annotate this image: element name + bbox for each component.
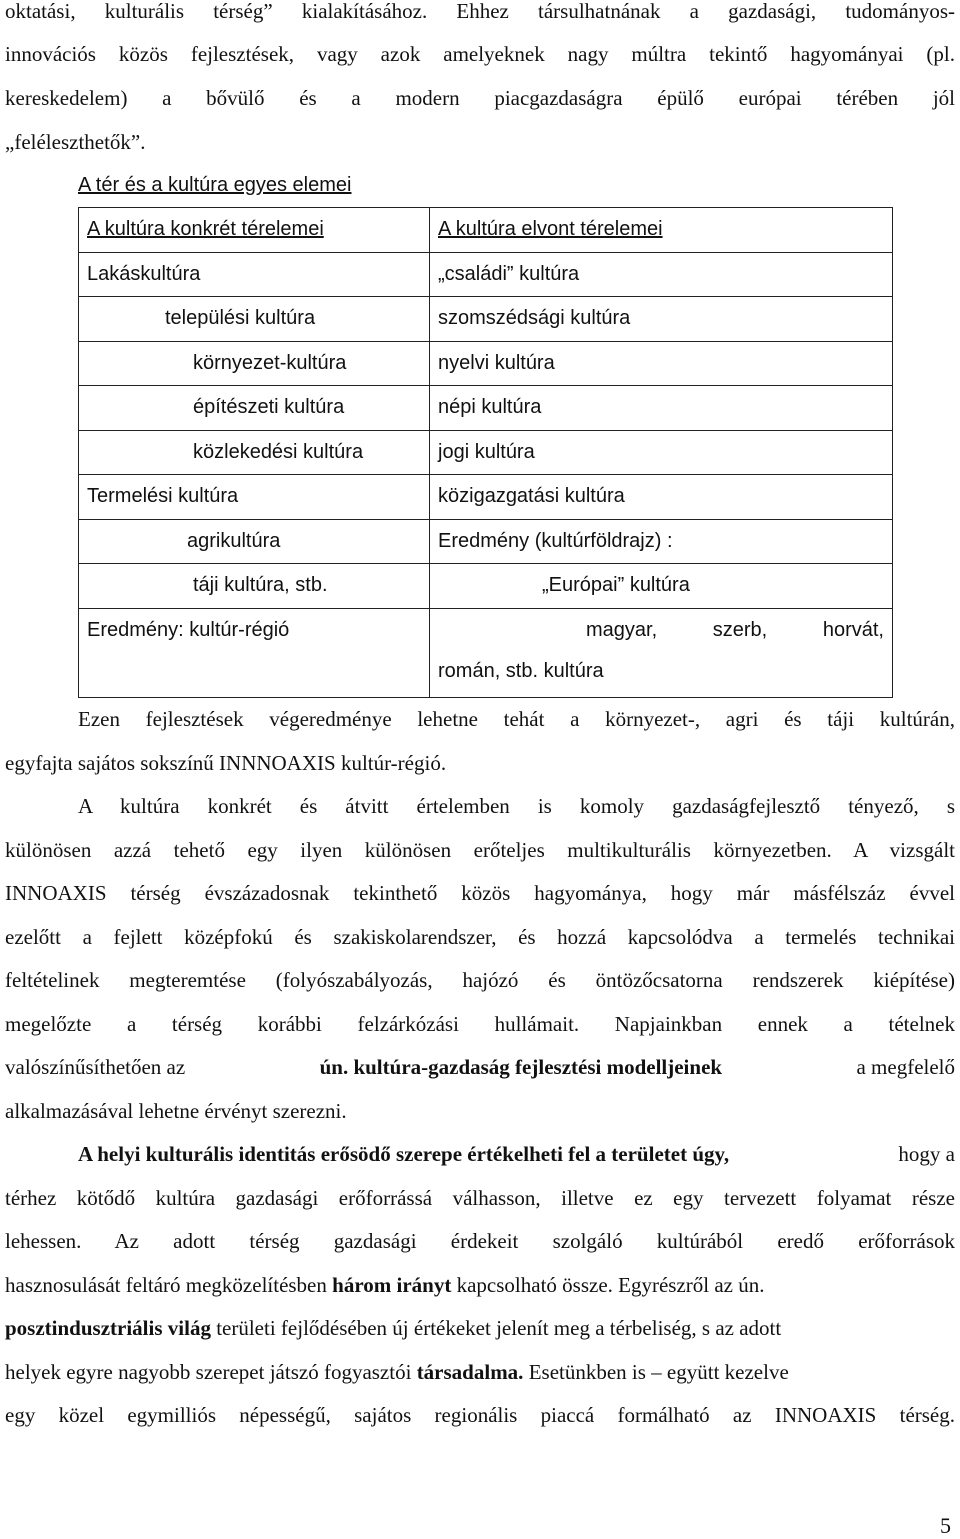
para3-line-4-c: kapcsolható össze. Egyrészről az ún. xyxy=(451,1273,765,1297)
para3-line-1-b: hogy a xyxy=(898,1142,955,1166)
intro-line-3: kereskedelem) a bővülő és a modern piacgazdaságra épülő európai térében jól xyxy=(5,86,955,110)
cell-right: Eredmény (kultúrföldrajz) : xyxy=(430,519,893,564)
table-row xyxy=(79,519,893,564)
cell-right: jogi kultúra xyxy=(430,430,893,475)
cell-left: közlekedési kultúra xyxy=(79,430,430,475)
culture-elements-table xyxy=(78,207,893,698)
para3-line-6-c: Esetünkben is – együtt kezelve xyxy=(523,1360,789,1384)
result-line-2: román, stb. kultúra xyxy=(438,659,604,682)
header-abstract: A kultúra elvont térelemei xyxy=(430,208,893,253)
para3-line-6-b: társadalma. xyxy=(416,1360,524,1384)
para2-line-7-b: ún. kultúra-gazdaság fejlesztési modelljeinek xyxy=(319,1055,723,1079)
table-row xyxy=(79,564,893,609)
para2-line-1: A kultúra konkrét és átvitt értelemben is komoly gazdaságfejlesztő tényező, s xyxy=(78,794,955,818)
cell-right: közigazgatási kultúra xyxy=(430,475,893,520)
para2-line-7-c: a megfelelő xyxy=(856,1055,955,1079)
intro-line-2: innovációs közös fejlesztések, vagy azok amelyeknek nagy múltra tekintő hagyományai (pl. xyxy=(5,42,955,66)
table-row xyxy=(79,297,893,342)
para3-line-4 xyxy=(5,1272,765,1298)
para3-line-6-a: helyek egyre nagyobb szerepet játszó fogyasztói xyxy=(5,1360,417,1384)
para3-line-2: térhez kötődő kultúra gazdasági erőforrássá válhasson, illetve ez egy tervezett folyamat része xyxy=(5,1186,955,1210)
result-word: szerb, xyxy=(712,618,768,641)
para2-line-7-a: valószínűsíthetően az xyxy=(5,1055,186,1079)
cell-left: környezet-kultúra xyxy=(79,341,430,386)
cell-left: agrikultúra xyxy=(79,519,430,564)
table-row xyxy=(79,341,893,386)
para3-line-5-a: posztindusztriális világ xyxy=(5,1316,211,1340)
intro-line-4: „feléleszthetők”. xyxy=(5,130,146,154)
para3-line-6 xyxy=(5,1359,789,1385)
result-word: horvát, xyxy=(822,618,884,641)
page-number: 5 xyxy=(940,1513,951,1538)
para3-line-4-b: három irányt xyxy=(332,1273,452,1297)
para2-line-7 xyxy=(5,1054,955,1080)
para2-line-2: különösen azzá tehető egy ilyen különösen erőteljes multikulturális környezetben. A vizsgált xyxy=(5,838,955,862)
para3-line-5-b: területi fejlődésében új értékeket jelenít meg a térbeliség, s az adott xyxy=(210,1316,782,1340)
para3-line-3: lehessen. Az adott térség gazdasági érdekeit szolgáló kultúrából eredő erőforrások xyxy=(5,1229,955,1253)
para2-line-6: megelőzte a térség korábbi felzárkózási hullámait. Napjainkban ennek a tételnek xyxy=(5,1012,955,1036)
table-row xyxy=(79,386,893,431)
cell-left: települési kultúra xyxy=(79,297,430,342)
cell-right: nyelvi kultúra xyxy=(430,341,893,386)
table-row xyxy=(79,430,893,475)
para3-line-1 xyxy=(78,1141,955,1167)
para3-line-4-a: hasznosulását feltáró megközelítésben xyxy=(5,1273,333,1297)
para2-line-3: INNOAXIS térség évszázadosnak tekinthető közös hagyománya, hogy már másfélszáz évvel xyxy=(5,881,955,905)
para2-line-4: ezelőtt a fejlett középfokú és szakiskolarendszer, és hozzá kapcsolódva a termelés technikai xyxy=(5,925,955,949)
cell-right: népi kultúra xyxy=(430,386,893,431)
table-title: A tér és a kultúra egyes elemei xyxy=(78,174,352,196)
para1-line-2: egyfajta sajátos sokszínű INNNOAXIS kultúr-régió. xyxy=(5,751,447,775)
para3-line-1-a: A helyi kulturális identitás erősödő szerepe értékelheti fel a területet úgy, xyxy=(78,1142,730,1166)
cell-left: Termelési kultúra xyxy=(79,475,430,520)
para2-line-8: alkalmazásával lehetne érvényt szerezni. xyxy=(5,1099,347,1123)
cell-result-left: Eredmény: kultúr-régió xyxy=(79,608,430,697)
cell-left: Lakáskultúra xyxy=(79,252,430,297)
result-word: magyar, xyxy=(586,618,658,641)
cell-right: szomszédsági kultúra xyxy=(430,297,893,342)
header-concrete: A kultúra konkrét térelemei xyxy=(79,208,430,253)
para1-line-1: Ezen fejlesztések végeredménye lehetne tehát a környezet-, agri és táji kultúrán, xyxy=(78,707,955,731)
table-row-result xyxy=(79,608,893,697)
cell-right: „családi” kultúra xyxy=(430,252,893,297)
result-languages xyxy=(438,619,884,642)
intro-line-1: oktatási, kulturális térség” kialakításához. Ehhez társulhatnának a gazdasági, tudományos- xyxy=(5,0,955,23)
para3-line-5 xyxy=(5,1315,781,1341)
table-row xyxy=(79,475,893,520)
cell-left: táji kultúra, stb. xyxy=(79,564,430,609)
cell-left: építészeti kultúra xyxy=(79,386,430,431)
para3-line-7: egy közel egymilliós népességű, sajátos regionális piaccá formálható az INNOAXIS térség. xyxy=(5,1403,955,1427)
para2-line-5: feltételinek megteremtése (folyószabályozás, hajózó és öntözőcsatorna rendszerek kiépítése) xyxy=(5,968,955,992)
cell-right: „Európai” kultúra xyxy=(430,564,893,609)
cell-result-right xyxy=(430,608,893,697)
table-row xyxy=(79,252,893,297)
table-header-row xyxy=(79,208,893,253)
